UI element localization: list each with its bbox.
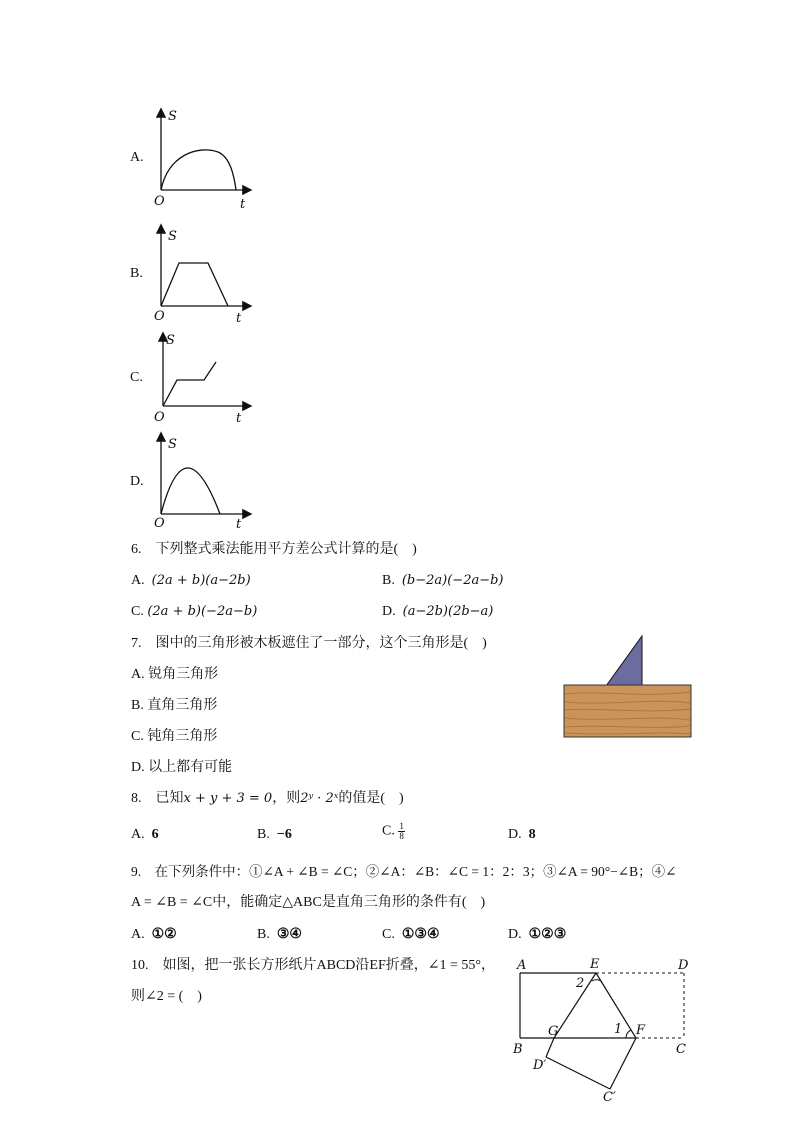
x-axis-label: t [236, 411, 242, 426]
point-b-label: B [513, 1042, 523, 1057]
graph-option-d [128, 428, 268, 533]
point-d-label: D [678, 958, 689, 973]
s-t-graph-c [128, 328, 268, 428]
question-9-option-c: C. ①③④ [382, 927, 440, 942]
fraction-one-eighth: $\frac{1}{8}$ [399, 821, 404, 841]
graph-option-b [128, 220, 268, 330]
x-axis-label: t [236, 311, 242, 326]
x-axis-label: t [240, 197, 246, 212]
origin-label: O [154, 516, 165, 531]
folded-rectangle-figure [508, 955, 698, 1105]
x-axis-label: t [236, 517, 242, 532]
covered-triangle-figure [560, 632, 696, 742]
question-9-stem-line2: A = ∠B = ∠C中，能确定△ABC是直角三角形的条件有( ) [131, 895, 486, 910]
y-axis-label: S [166, 333, 175, 348]
question-9-option-a: A. ①② [131, 927, 177, 942]
question-10-stem-line1: 10. 如图，把一张长方形纸片ABCD沿EF折叠，∠1 = 55°， [131, 958, 495, 973]
question-8-option-b: B. −6 [257, 827, 292, 842]
origin-label: O [154, 309, 165, 324]
graph-option-c [128, 328, 268, 428]
point-f-label: F [636, 1023, 646, 1038]
question-8-option-c: C. $\frac{1}{8}$ [382, 821, 404, 841]
question-7-option-b: B. 直角三角形 [131, 698, 218, 713]
question-6-option-c: C. (2a + b)(−2a−b) [131, 604, 258, 619]
question-6-stem: 6. 下列整式乘法能用平方差公式计算的是( ) [131, 542, 417, 557]
question-7-option-c: C. 钝角三角形 [131, 729, 218, 744]
s-t-graph-d [128, 428, 268, 533]
s-t-graph-a [128, 100, 268, 215]
point-c-label: C [676, 1042, 686, 1057]
y-axis-label: S [168, 109, 177, 124]
origin-label: O [154, 194, 165, 209]
angle-1-label: 1 [614, 1022, 623, 1037]
question-7-stem: 7. 图中的三角形被木板遮住了一部分，这个三角形是( ) [131, 636, 487, 651]
point-d-prime-label: D′ [533, 1058, 547, 1073]
y-axis-label: S [168, 437, 177, 452]
option-label: B. [130, 266, 143, 281]
question-7-option-d: D. 以上都有可能 [131, 760, 233, 775]
angle-2-label: 2 [576, 976, 585, 991]
question-9-option-b: B. ③④ [257, 927, 302, 942]
question-8-option-d: D. 8 [508, 827, 536, 842]
triangle-shape [606, 636, 642, 686]
point-c-prime-label: C′ [603, 1090, 616, 1105]
question-10-stem-line2: 则∠2 = ( ) [131, 989, 202, 1004]
question-6-option-b: B. (b−2a)(−2a−b) [382, 573, 504, 588]
question-8-stem: 8. 已知x + y + 3 = 0，则2ʸ · 2ˣ的值是( ) [131, 791, 404, 806]
question-9-option-d: D. ①②③ [508, 927, 567, 942]
s-t-graph-b [128, 220, 268, 330]
graph-option-a [128, 100, 268, 215]
option-label: C. [130, 370, 143, 385]
question-8-option-a: A. 6 [131, 827, 159, 842]
point-g-label: G [548, 1024, 559, 1039]
point-a-label: A [517, 958, 527, 973]
y-axis-label: S [168, 229, 177, 244]
question-6-option-d: D. (a−2b)(2b−a) [382, 604, 494, 619]
question-9-stem-line1: 9. 在下列条件中：①∠A + ∠B = ∠C；②∠A：∠B：∠C = 1：2：3；③∠A = 90°−∠B；④∠ [131, 864, 677, 879]
point-e-label: E [590, 957, 600, 972]
option-label: D. [130, 474, 144, 489]
origin-label: O [154, 410, 165, 425]
option-label: A. [130, 150, 144, 165]
question-7-option-a: A. 锐角三角形 [131, 667, 219, 682]
question-6-option-a: A. (2a + b)(a−2b) [131, 573, 251, 588]
